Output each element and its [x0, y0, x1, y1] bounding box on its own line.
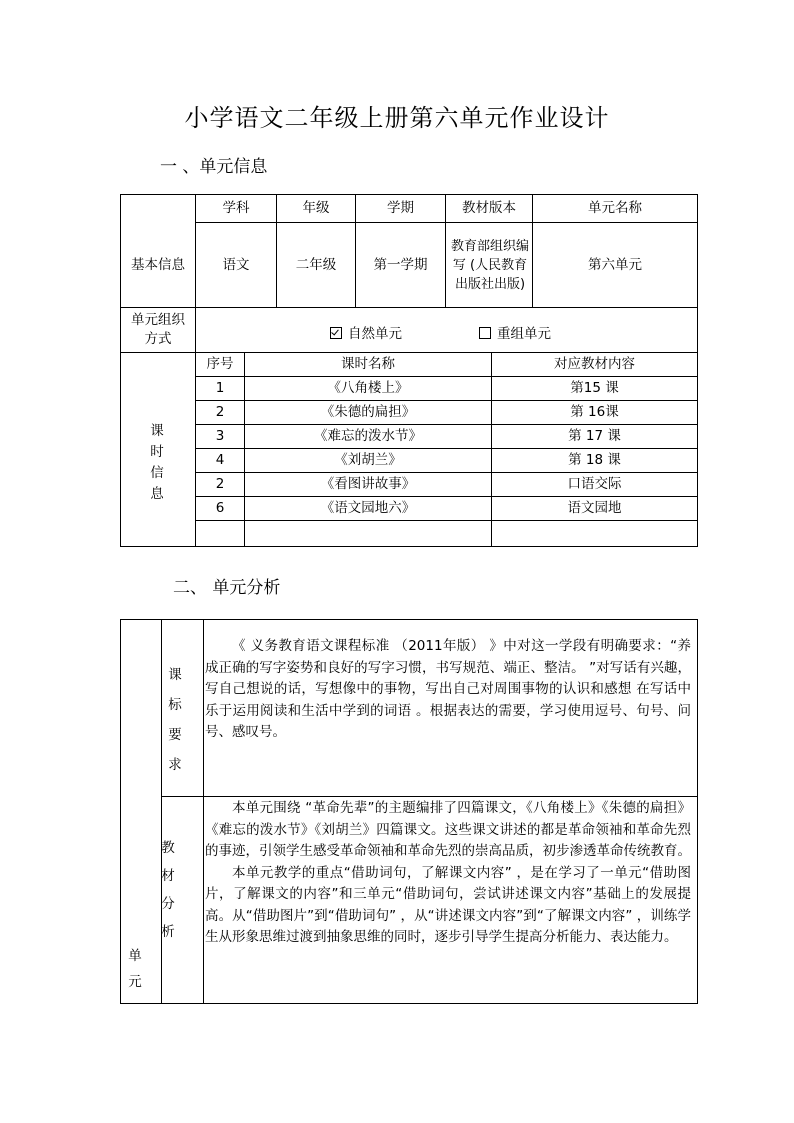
- option-regrouped-unit[interactable]: [479, 322, 551, 342]
- material-label: 教材分析: [161, 840, 175, 940]
- lesson-name: 《朱德的扁担》: [320, 404, 416, 420]
- unit-label: 单元: [128, 948, 142, 990]
- material-paragraph-2: 本单元教学的重点“借助词句，了解课文内容” ，是在学习了一单元“借助图片，了解课文的内容”和三单元“借助词句，尝试讲述课文内容”基础上的发展提高。从“借助图片”到“借助词句” ，从“讲述课文内容”到“了解课文内容” ，训练学生从形象思维过渡到抽象思维的同时，逐步引导学生提高分析能力、表达能力。: [205, 864, 691, 945]
- standard-label: 课标要求: [168, 667, 182, 773]
- header-grade: 年级: [302, 200, 330, 216]
- lesson-content: 第15 课: [570, 380, 619, 396]
- lesson-seq: 2: [215, 476, 225, 492]
- value-subject: 语文: [222, 256, 250, 273]
- org-label: 单元组织方式: [131, 312, 185, 347]
- section-heading-unit-analysis: 二、 单元分析: [173, 578, 281, 598]
- lesson-content: 第 17 课: [568, 428, 621, 444]
- lesson-content: 口语交际: [567, 476, 622, 492]
- material-paragraph-1: 本单元围绕 “革命先辈”的主题编排了四篇课文，《八角楼上》《朱德的扁担》《难忘的泼水节》《刘胡兰》四篇课文。这些课文讲述的都是革命领袖和革命先烈的事迹，引领学生感受革命领袖和革命先烈的崇高品质，初步渗透革命传统教育。: [205, 800, 691, 859]
- value-textbook-version: 教育部组织编写 (人民教育出版社出版): [450, 238, 529, 292]
- option-regrouped-unit-label: 重组单元: [497, 326, 551, 342]
- option-natural-unit-label: 自然单元: [348, 326, 402, 342]
- basic-info-label: 基本信息: [131, 256, 185, 273]
- lesson-seq: 3: [215, 428, 225, 444]
- value-grade: 二年级: [295, 256, 337, 273]
- header-unit-name: 单元名称: [588, 200, 642, 216]
- checked-box-icon[interactable]: [330, 327, 342, 339]
- lesson-name: 《刘胡兰》: [334, 452, 402, 468]
- lesson-content: 第 16课: [570, 404, 619, 420]
- lesson-seq: 2: [215, 404, 225, 420]
- value-unit-name: 第六单元: [588, 256, 642, 273]
- unchecked-box-icon[interactable]: [479, 327, 491, 339]
- header-textbook-version: 教材版本: [462, 200, 516, 216]
- page-title: 小学语文二年级上册第六单元作业设计: [184, 104, 610, 132]
- lesson-seq: 6: [215, 500, 225, 516]
- material-text: [205, 798, 691, 949]
- lesson-name: 《看图讲故事》: [320, 476, 416, 492]
- lesson-seq: 1: [215, 380, 225, 396]
- lesson-name: 《难忘的泼水节》: [314, 428, 422, 444]
- lesson-seq: 4: [215, 452, 225, 468]
- header-lesson-name: 课时名称: [341, 356, 395, 372]
- lesson-info-label: 课时信息: [150, 423, 164, 502]
- lesson-content: 语文园地: [567, 500, 622, 516]
- lesson-name: 《语文园地六》: [320, 500, 416, 516]
- lesson-name: 《八角楼上》: [327, 380, 409, 396]
- option-natural-unit[interactable]: [330, 322, 402, 342]
- section-heading-unit-info: 一 、单元信息: [160, 157, 268, 177]
- header-textbook-content: 对应教材内容: [554, 356, 635, 372]
- lesson-content: 第 18 课: [568, 452, 621, 468]
- header-seq: 序号: [206, 356, 234, 372]
- header-term: 学期: [387, 200, 414, 216]
- standard-text: 《 义务教育语文课程标准 （2011年版） 》中对这一学段有明确要求：“养成正确的写字姿势和良好的写字习惯，书写规范、端正、整洁。 ”对写话有兴趣，写自己想说的话，写想像中的事物，写出自己对周围事物的认识和感想 在写话中乐于运用阅读和生活中学到的词语 。根据表达的需要，学习使用逗号、句号、问号、感叹号。: [205, 638, 691, 740]
- header-subject: 学科: [222, 200, 250, 216]
- value-term: 第一学期: [373, 256, 428, 273]
